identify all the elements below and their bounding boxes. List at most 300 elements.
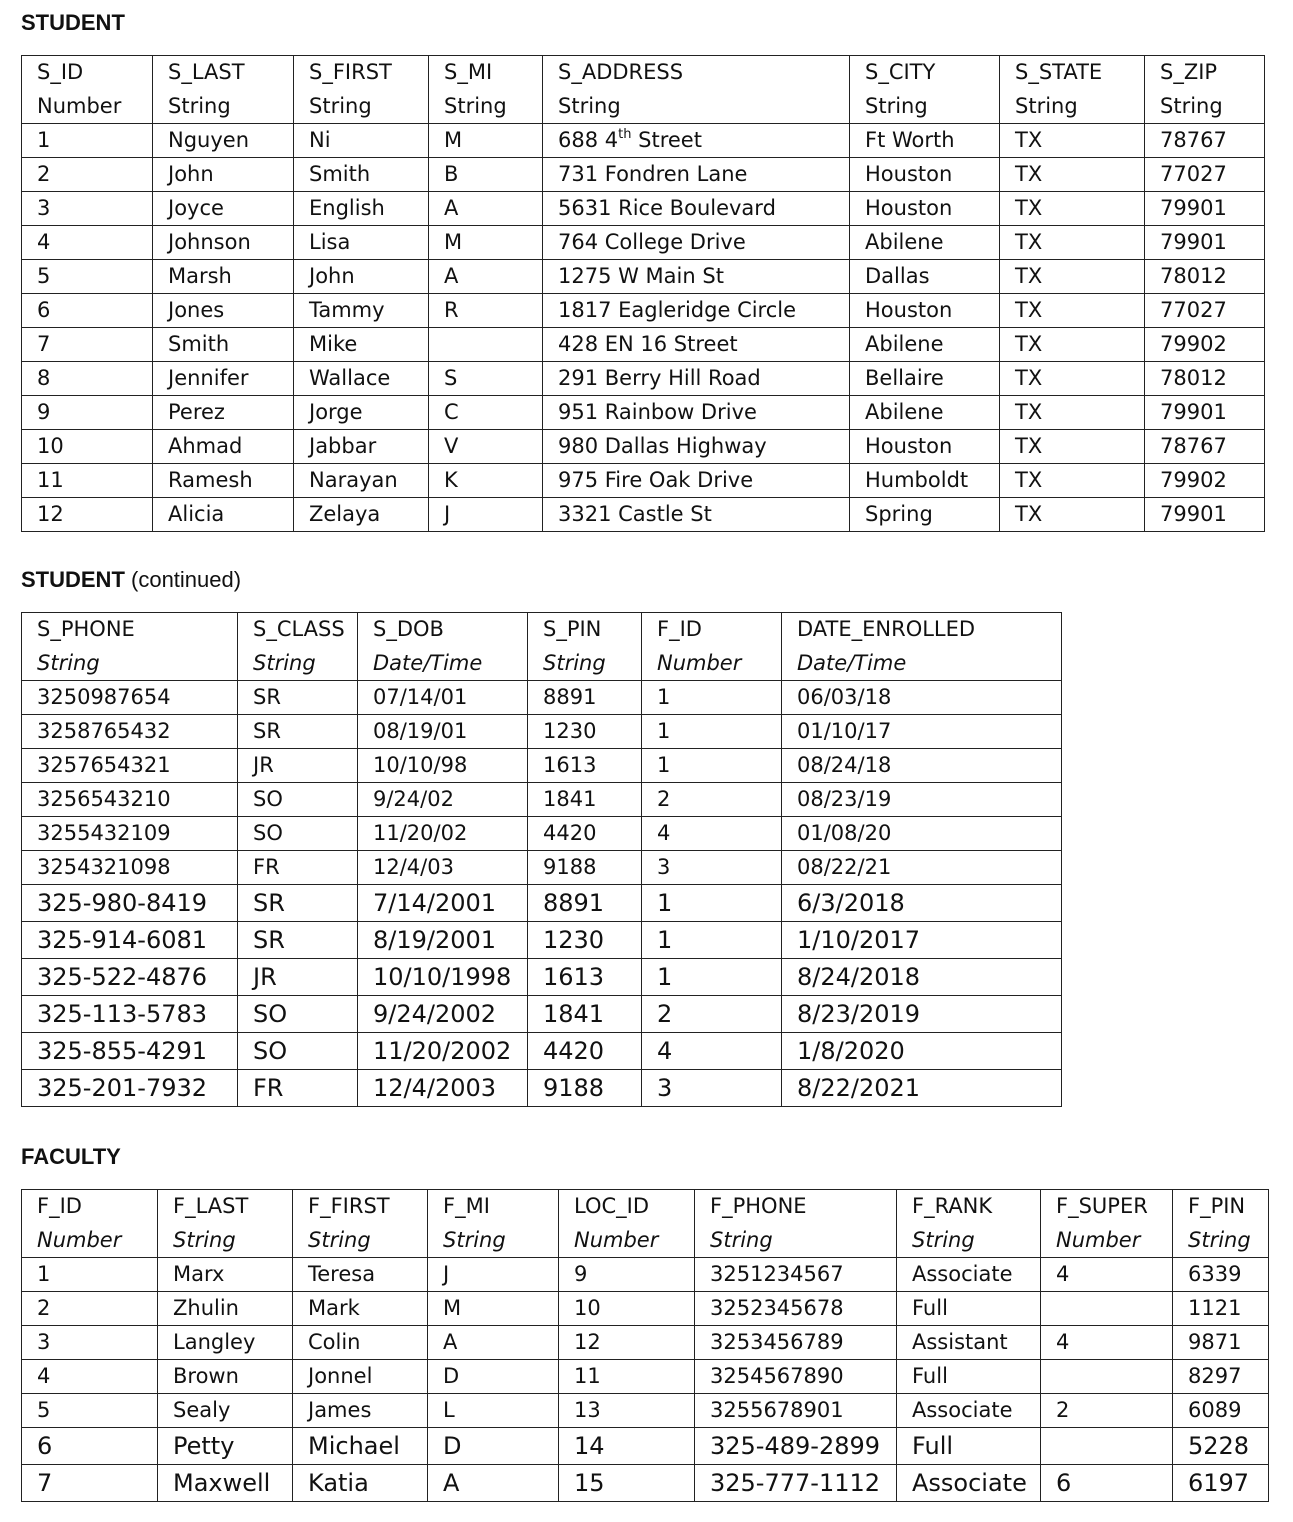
table-row [22,783,1062,817]
table-cell: 12/4/03 [358,851,528,885]
table-cell: 01/10/17 [782,715,1062,749]
table-cell: Smith [153,328,294,362]
header-row [22,1190,1269,1224]
table-cell: FR [238,851,358,885]
table-cell: 79901 [1145,192,1265,226]
column-type: String [429,90,543,124]
table-row [22,1428,1269,1465]
table-cell: 8297 [1173,1360,1269,1394]
table-row [22,430,1265,464]
table-row [22,1465,1269,1502]
table-cell: 3251234567 [695,1258,897,1292]
column-type: String [695,1224,897,1258]
column-header: S_CITY [850,56,1000,90]
table-cell: 4420 [528,1033,642,1070]
table-cell: SR [238,715,358,749]
table-cell: Smith [294,158,429,192]
table-cell: Johnson [153,226,294,260]
table-cell: A [428,1465,559,1502]
table-cell: S [429,362,543,396]
table-cell: Ni [294,124,429,158]
table-cell: John [153,158,294,192]
table-cell: 3258765432 [22,715,238,749]
table-cell: M [429,226,543,260]
table-cell: Jabbar [294,430,429,464]
table-cell: 79901 [1145,396,1265,430]
table-cell: 12 [22,498,153,532]
table-cell: TX [1000,396,1145,430]
table-cell: 78767 [1145,430,1265,464]
table-cell: 325-489-2899 [695,1428,897,1465]
table-cell: 3256543210 [22,783,238,817]
table-cell: 3257654321 [22,749,238,783]
column-type: String [543,90,850,124]
table-cell: SO [238,1033,358,1070]
table-cell: 1817 Eagleridge Circle [543,294,850,328]
table-cell: 1/10/2017 [782,922,1062,959]
table-cell: 1613 [528,749,642,783]
column-header: S_FIRST [294,56,429,90]
table-cell [1041,1360,1173,1394]
table-cell: 3321 Castle St [543,498,850,532]
table-cell: 9188 [528,1070,642,1107]
column-header: S_MI [429,56,543,90]
table-cell: 78767 [1145,124,1265,158]
table-cell: SR [238,922,358,959]
table-cell: 14 [559,1428,695,1465]
table-cell: 1 [642,959,782,996]
table-cell: 79902 [1145,328,1265,362]
table-cell: 2 [1041,1394,1173,1428]
table-cell: 1 [642,749,782,783]
table-cell: A [429,260,543,294]
table-cell: 1 [22,124,153,158]
table-cell: 10 [559,1292,695,1326]
table-row [22,328,1265,362]
table-cell: A [428,1326,559,1360]
table-cell: 1230 [528,922,642,959]
table-cell: 1 [642,885,782,922]
table-cell: 3 [642,851,782,885]
table-cell: 1841 [528,783,642,817]
column-header: F_PHONE [695,1190,897,1224]
table-cell: 08/19/01 [358,715,528,749]
table-cell [1041,1292,1173,1326]
table-cell [1041,1428,1173,1465]
table-cell: John [294,260,429,294]
table-row [22,158,1265,192]
column-header: F_RANK [897,1190,1041,1224]
table-cell: 11/20/02 [358,817,528,851]
table-cell: 688 4th Street [543,124,850,158]
faculty-table-title: FACULTY [21,1144,121,1169]
header-row [22,613,1062,647]
table-cell: Colin [293,1326,428,1360]
table-cell: 1 [22,1258,158,1292]
table-cell: 4 [1041,1326,1173,1360]
column-type: String [428,1224,559,1258]
table-cell: M [428,1292,559,1326]
table-row [22,362,1265,396]
table-cell: Bellaire [850,362,1000,396]
table-row [22,226,1265,260]
table-cell: 10/10/98 [358,749,528,783]
column-type: Date/Time [358,647,528,681]
table-cell: 01/08/20 [782,817,1062,851]
table-cell: 5 [22,1394,158,1428]
table-cell: Tammy [294,294,429,328]
table-cell: 5228 [1173,1428,1269,1465]
column-type: Number [1041,1224,1173,1258]
table-cell: TX [1000,124,1145,158]
column-type: Date/Time [782,647,1062,681]
column-header: F_MI [428,1190,559,1224]
column-type: Number [22,90,153,124]
table-cell: 3 [22,1326,158,1360]
table-cell: Spring [850,498,1000,532]
column-type: String [293,1224,428,1258]
column-type: String [897,1224,1041,1258]
table-row [22,922,1062,959]
column-header: S_DOB [358,613,528,647]
table-cell: 6 [22,1428,158,1465]
table-cell: 3253456789 [695,1326,897,1360]
table-cell: 10/10/1998 [358,959,528,996]
table-cell: James [293,1394,428,1428]
table-cell: 78012 [1145,260,1265,294]
table-cell: Alicia [153,498,294,532]
table-cell: 9/24/02 [358,783,528,817]
column-type: String [294,90,429,124]
table-cell: TX [1000,362,1145,396]
table-row [22,1360,1269,1394]
table-cell: Associate [897,1394,1041,1428]
table-cell: 1/8/2020 [782,1033,1062,1070]
table-cell: TX [1000,294,1145,328]
column-type: String [153,90,294,124]
table-cell: Ahmad [153,430,294,464]
table-cell: A [429,192,543,226]
column-header: F_PIN [1173,1190,1269,1224]
table-row [22,294,1265,328]
table-cell: B [429,158,543,192]
table-cell: 3254321098 [22,851,238,885]
table-cell: Abilene [850,396,1000,430]
table-cell: Houston [850,294,1000,328]
table-cell: 08/23/19 [782,783,1062,817]
table-cell: Brown [158,1360,293,1394]
table-cell: 291 Berry Hill Road [543,362,850,396]
table-cell: D [428,1428,559,1465]
table-cell: 764 College Drive [543,226,850,260]
table-cell: 2 [22,158,153,192]
column-header: S_STATE [1000,56,1145,90]
table-cell: Abilene [850,328,1000,362]
table-cell: TX [1000,192,1145,226]
table-cell: Zhulin [158,1292,293,1326]
table-cell: 9 [559,1258,695,1292]
table-row [22,851,1062,885]
table-cell: SR [238,681,358,715]
column-header: S_LAST [153,56,294,90]
table-cell: Humboldt [850,464,1000,498]
table-cell: SO [238,783,358,817]
column-header: S_ADDRESS [543,56,850,90]
table-cell: 3255432109 [22,817,238,851]
table-row [22,959,1062,996]
table-cell: 12/4/2003 [358,1070,528,1107]
table-cell: 5631 Rice Boulevard [543,192,850,226]
table-cell: 6339 [1173,1258,1269,1292]
column-type: String [850,90,1000,124]
table-cell: Katia [293,1465,428,1502]
student-table-title: STUDENT [21,10,125,35]
student-continued-table-title: STUDENT (continued) [21,567,242,592]
student-table [21,55,1265,532]
table-cell: Mark [293,1292,428,1326]
table-cell: Full [897,1292,1041,1326]
table-cell: 5 [22,260,153,294]
table-cell: Mike [294,328,429,362]
table-cell: Sealy [158,1394,293,1428]
table-cell: Dallas [850,260,1000,294]
table-cell: Zelaya [294,498,429,532]
table-cell: Jorge [294,396,429,430]
table-cell: 325-522-4876 [22,959,238,996]
student-continued-table [21,612,1062,1107]
table-cell: 731 Fondren Lane [543,158,850,192]
table-cell: 1 [642,681,782,715]
table-cell: V [429,430,543,464]
table-cell: 1 [642,922,782,959]
table-cell: 77027 [1145,158,1265,192]
table-cell: Jennifer [153,362,294,396]
table-cell: 3254567890 [695,1360,897,1394]
type-row [22,647,1062,681]
table-cell: 6/3/2018 [782,885,1062,922]
table-row [22,715,1062,749]
table-row [22,1394,1269,1428]
table-cell: Teresa [293,1258,428,1292]
table-cell: 8/22/2021 [782,1070,1062,1107]
table-cell: Langley [158,1326,293,1360]
table-cell: 1841 [528,996,642,1033]
table-cell: Full [897,1360,1041,1394]
column-type: String [1000,90,1145,124]
table-cell: 975 Fire Oak Drive [543,464,850,498]
table-cell: English [294,192,429,226]
table-row [22,498,1265,532]
table-cell: TX [1000,430,1145,464]
table-cell: 4 [22,1360,158,1394]
table-row [22,124,1265,158]
table-cell: SO [238,817,358,851]
header-row [22,56,1265,90]
table-cell: 325-777-1112 [695,1465,897,1502]
table-cell: Houston [850,192,1000,226]
table-cell: K [429,464,543,498]
table-cell: 11 [22,464,153,498]
column-header: LOC_ID [559,1190,695,1224]
table-cell: Narayan [294,464,429,498]
table-row [22,260,1265,294]
type-row [22,90,1265,124]
table-row [22,1258,1269,1292]
table-cell: 4 [642,817,782,851]
column-type: String [528,647,642,681]
column-type: String [158,1224,293,1258]
table-cell: Maxwell [158,1465,293,1502]
table-cell: TX [1000,226,1145,260]
table-cell: 2 [642,783,782,817]
table-cell: 6 [22,294,153,328]
table-cell: 13 [559,1394,695,1428]
table-cell: 79902 [1145,464,1265,498]
table-row [22,192,1265,226]
table-cell: 79901 [1145,226,1265,260]
column-header: F_SUPER [1041,1190,1173,1224]
table-cell: 6197 [1173,1465,1269,1502]
faculty-table [21,1189,1269,1502]
table-cell: J [429,498,543,532]
table-cell: 428 EN 16 Street [543,328,850,362]
table-cell: 3252345678 [695,1292,897,1326]
table-cell: M [429,124,543,158]
table-cell: 4 [1041,1258,1173,1292]
table-cell: 9871 [1173,1326,1269,1360]
table-cell: 3250987654 [22,681,238,715]
table-cell [429,328,543,362]
table-row [22,996,1062,1033]
table-cell: 6089 [1173,1394,1269,1428]
table-cell: Associate [897,1465,1041,1502]
table-cell: Marsh [153,260,294,294]
table-cell: 9188 [528,851,642,885]
table-cell: 79901 [1145,498,1265,532]
table-cell: TX [1000,328,1145,362]
table-cell: 10 [22,430,153,464]
table-cell: 325-980-8419 [22,885,238,922]
table-cell: 325-113-5783 [22,996,238,1033]
table-cell: Full [897,1428,1041,1465]
table-cell: Associate [897,1258,1041,1292]
table-cell: 325-201-7932 [22,1070,238,1107]
table-cell: 1275 W Main St [543,260,850,294]
table-cell: Wallace [294,362,429,396]
table-cell: 980 Dallas Highway [543,430,850,464]
table-row [22,817,1062,851]
table-cell: Assistant [897,1326,1041,1360]
column-type: Number [642,647,782,681]
column-header: F_ID [22,1190,158,1224]
column-header: F_ID [642,613,782,647]
table-cell: 06/03/18 [782,681,1062,715]
column-type: String [1145,90,1265,124]
table-cell: Jones [153,294,294,328]
table-cell: 15 [559,1465,695,1502]
table-row [22,885,1062,922]
column-type: String [1173,1224,1269,1258]
table-cell: J [428,1258,559,1292]
table-row [22,1326,1269,1360]
table-cell: 3255678901 [695,1394,897,1428]
table-cell: 1613 [528,959,642,996]
table-cell: SR [238,885,358,922]
table-cell: 1121 [1173,1292,1269,1326]
column-header: S_PIN [528,613,642,647]
table-cell: Lisa [294,226,429,260]
table-cell: 2 [22,1292,158,1326]
table-row [22,396,1265,430]
table-row [22,1070,1062,1107]
table-cell: 77027 [1145,294,1265,328]
column-header: S_ID [22,56,153,90]
table-cell: 8/23/2019 [782,996,1062,1033]
table-cell: 8891 [528,885,642,922]
table-cell: R [429,294,543,328]
table-cell: D [428,1360,559,1394]
table-cell: 8/24/2018 [782,959,1062,996]
table-cell: Michael [293,1428,428,1465]
table-cell: 3 [22,192,153,226]
table-cell: 08/22/21 [782,851,1062,885]
table-cell: Ft Worth [850,124,1000,158]
table-cell: 325-855-4291 [22,1033,238,1070]
table-cell: Abilene [850,226,1000,260]
table-cell: Perez [153,396,294,430]
table-cell: TX [1000,158,1145,192]
type-row [22,1224,1269,1258]
table-cell: Marx [158,1258,293,1292]
table-cell: SO [238,996,358,1033]
table-cell: Houston [850,430,1000,464]
table-cell: 9/24/2002 [358,996,528,1033]
table-cell: 7 [22,328,153,362]
table-cell: 8891 [528,681,642,715]
table-cell: Nguyen [153,124,294,158]
column-header: F_FIRST [293,1190,428,1224]
table-cell: Petty [158,1428,293,1465]
column-type: Number [22,1224,158,1258]
column-type: String [22,647,238,681]
table-cell: L [428,1394,559,1428]
column-header: S_PHONE [22,613,238,647]
table-cell: 8 [22,362,153,396]
column-type: String [238,647,358,681]
table-cell: 325-914-6081 [22,922,238,959]
table-cell: 4 [642,1033,782,1070]
column-header: S_CLASS [238,613,358,647]
table-cell: 11/20/2002 [358,1033,528,1070]
table-cell: TX [1000,464,1145,498]
table-cell: 951 Rainbow Drive [543,396,850,430]
table-cell: 7/14/2001 [358,885,528,922]
table-cell: TX [1000,498,1145,532]
table-row [22,749,1062,783]
table-cell: Ramesh [153,464,294,498]
table-cell: JR [238,959,358,996]
column-header: S_ZIP [1145,56,1265,90]
table-row [22,1292,1269,1326]
column-header: DATE_ENROLLED [782,613,1062,647]
table-cell: 78012 [1145,362,1265,396]
table-cell: 4420 [528,817,642,851]
table-cell: Jonnel [293,1360,428,1394]
table-cell: 1 [642,715,782,749]
table-cell: 2 [642,996,782,1033]
table-row [22,464,1265,498]
table-cell: 12 [559,1326,695,1360]
